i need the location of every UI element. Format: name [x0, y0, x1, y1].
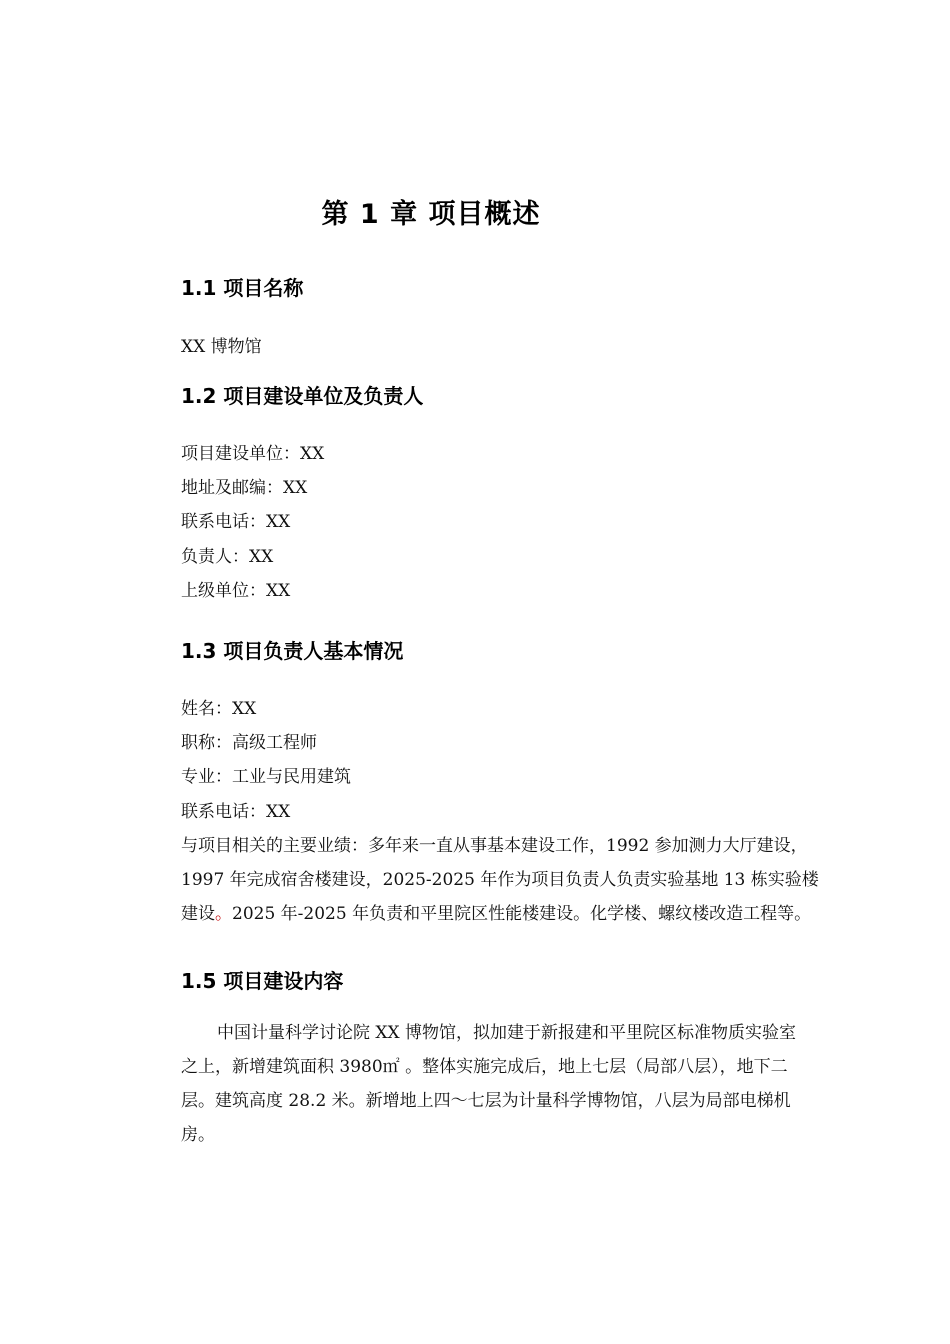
- content-row: 中国计量科学讨论院 XX 博物馆，拟加建于新报建和平里院区标准物质实验室: [217, 1023, 797, 1043]
- chapter-title: 第 1 章 项目概述: [321, 199, 541, 230]
- project-name: XX 博物馆: [181, 337, 262, 357]
- achievements-paragraph: [181, 829, 871, 931]
- section-heading-1-5: 1.5 项目建设内容: [181, 969, 344, 993]
- specialty-line: 专业：工业与民用建筑: [181, 767, 351, 787]
- address-line: 地址及邮编：XX: [181, 478, 308, 498]
- section-heading-1-2: 1.2 项目建设单位及负责人: [181, 384, 424, 408]
- section-heading-1-1: 1.1 项目名称: [181, 276, 304, 300]
- contact-phone-line: 联系电话：XX: [181, 512, 291, 532]
- achievements-row: 与项目相关的主要业绩：多年来一直从事基本建设工作，1992 参加测力大厅建设，: [181, 836, 808, 856]
- achievements-row-end: 2025 年-2025 年负责和平里院区性能楼建设。化学楼、螺纹楼改造工程等。: [232, 904, 812, 924]
- section-heading-1-3: 1.3 项目负责人基本情况: [181, 639, 404, 663]
- leader-phone-line: 联系电话：XX: [181, 802, 291, 822]
- content-row: 层。建筑高度 28.2 米。新增地上四～七层为计量科学博物馆，八层为局部电梯机: [181, 1091, 791, 1111]
- superior-unit-line: 上级单位：XX: [181, 581, 291, 601]
- highlighted-period: 。: [215, 904, 232, 924]
- name-line: 姓名：XX: [181, 699, 257, 719]
- content-row: 房。: [181, 1125, 215, 1145]
- achievements-row-start: 建设: [181, 904, 215, 924]
- responsible-person-line: 负责人：XX: [181, 547, 274, 567]
- achievements-row: [181, 897, 871, 931]
- achievements-row: 1997 年完成宿舍楼建设，2025-2025 年作为项目负责人负责实验基地 13 栋实验楼: [181, 870, 819, 890]
- construction-unit-line: 项目建设单位：XX: [181, 444, 325, 464]
- title-line: 职称：高级工程师: [181, 733, 317, 753]
- content-row: 之上，新增建筑面积 3980㎡ 。整体实施完成后，地上七层（局部八层），地下二: [181, 1057, 788, 1077]
- construction-content-paragraph: [181, 1016, 871, 1152]
